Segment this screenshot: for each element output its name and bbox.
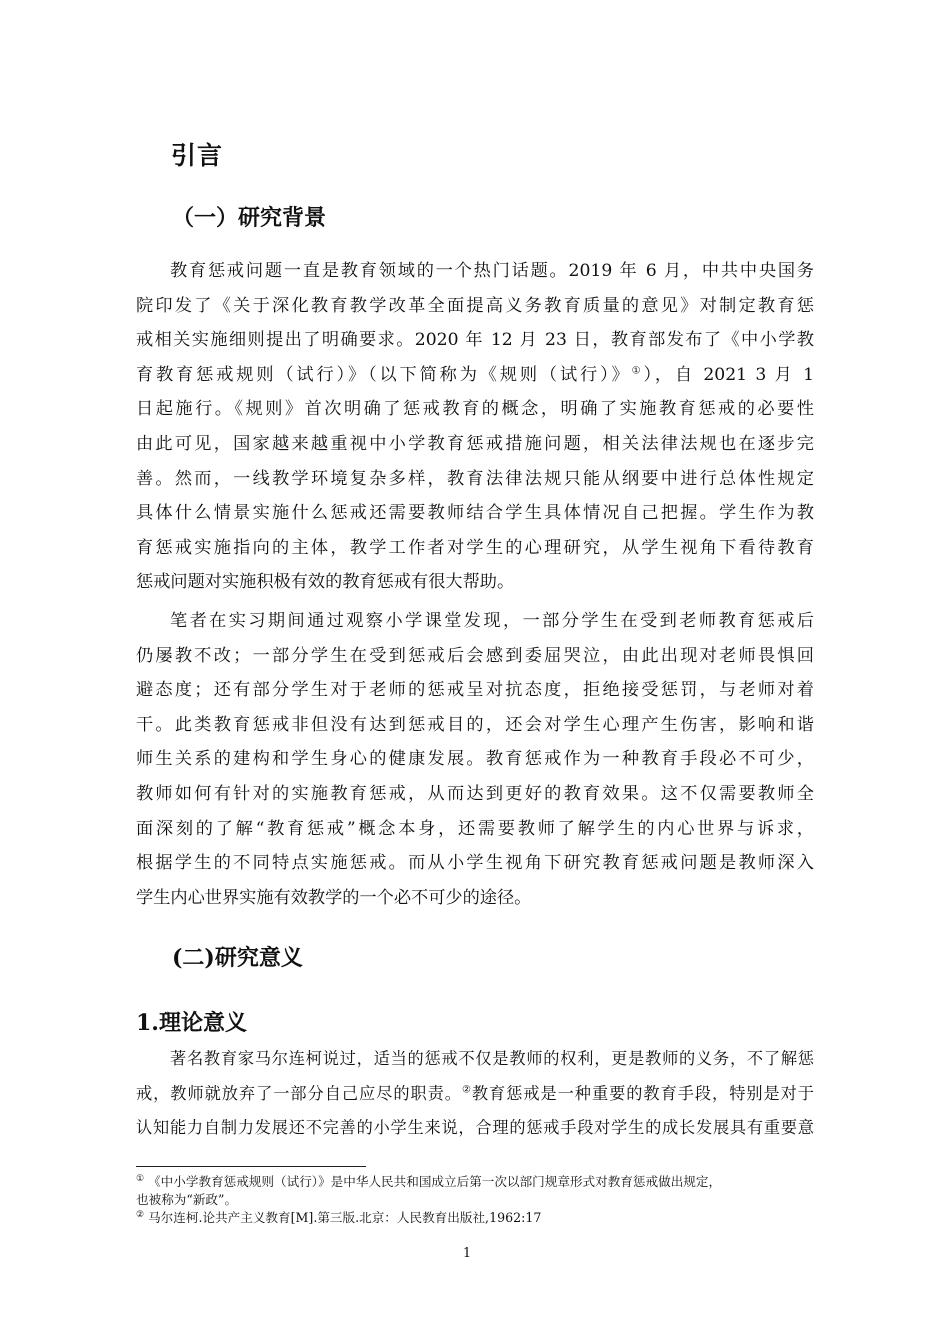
footnote-reference-1[interactable]: ① bbox=[631, 365, 644, 377]
text-fragment: 育教育惩戒规则（试行）》（以下简称为《规则（试行）》 bbox=[136, 364, 632, 385]
text-line: 教育惩戒问题一直是教育领域的一个热门话题。2019 年 6 月，中共中央国务 bbox=[170, 261, 814, 281]
heading-research-significance: (二)研究意义 bbox=[172, 945, 303, 971]
text-line-with-footnote bbox=[136, 358, 814, 393]
page-number bbox=[0, 1245, 950, 1263]
text-line: 仍屡教不改；一部分学生在受到惩戒后会感到委屈哭泣，由此出现对老师畏惧回 bbox=[136, 645, 814, 666]
footnote-line bbox=[136, 1209, 816, 1227]
footnote-text: 马尔连柯.论共产主义教育[M].第三版.北京：人民教育出版社,1962:17 bbox=[148, 1210, 542, 1225]
footnote-2 bbox=[136, 1209, 816, 1227]
text-fragment: ），自 2021 3 月 1 bbox=[643, 364, 815, 385]
text-line: 著名教育家马尔连柯说过，适当的惩戒不仅是教师的权利，更是教师的义务，不了解惩 bbox=[170, 1049, 814, 1068]
text-line: 认知能力自制力发展还不完善的小学生来说，合理的惩戒手段对学生的成长发展具有重要意 bbox=[136, 1118, 814, 1138]
footnote-1 bbox=[136, 1173, 816, 1209]
heading-theoretical-significance: 1.理论意义 bbox=[136, 1010, 247, 1036]
text-line: 惩戒问题对实施积极有效的教育惩戒有很大帮助。 bbox=[136, 572, 515, 593]
page-number-text: 1 bbox=[462, 1246, 472, 1261]
footnote-line bbox=[136, 1173, 816, 1191]
paragraph-theoretical bbox=[136, 1042, 814, 1146]
text-fragment: 教育惩戒是一种重要的教育手段，特别是对于 bbox=[471, 1083, 814, 1103]
text-line: 师生关系的建构和学生身心的健康发展。教育惩戒作为一种教育手段必不可少， bbox=[136, 749, 814, 770]
text-line: 根据学生的不同特点实施惩戒。而从小学生视角下研究教育惩戒问题是教师深入 bbox=[136, 853, 814, 874]
footnote-mark: ② bbox=[136, 1209, 145, 1220]
footnote-divider bbox=[136, 1166, 366, 1167]
text-line: 日起施行。《规则》首次明确了惩戒教育的概念，明确了实施教育惩戒的必要性 bbox=[136, 399, 814, 420]
footnote-text: 《中小学教育惩戒规则（试行）》是中华人民共和国成立后第一次以部门规章形式对教育惩戒做出规定， bbox=[148, 1174, 722, 1189]
heading-intro: 引言 bbox=[171, 141, 224, 170]
text-line: 面深刻的了解“教育惩戒”概念本身，还需要教师了解学生的内心世界与诉求， bbox=[136, 818, 814, 839]
text-line: 避态度；还有部分学生对于老师的惩戒呈对抗态度，拒绝接受惩罚，与老师对着 bbox=[136, 680, 814, 701]
text-line: 善。然而，一线教学环境复杂多样，教育法律法规只能从纲要中进行总体性规定 bbox=[136, 468, 814, 489]
heading-research-background: （一）研究背景 bbox=[172, 205, 327, 231]
text-line: 教师如何有针对的实施教育惩戒，从而达到更好的教育效果。这不仅需要教师全 bbox=[136, 783, 814, 804]
footnote-line: 也被称为“新政”。 bbox=[136, 1192, 238, 1207]
text-line: 戒相关实施细则提出了明确要求。2020 年 12 月 23 日，教育部发布了《中小学教 bbox=[136, 330, 814, 351]
text-line: 干。此类教育惩戒非但没有达到惩戒目的，还会对学生心理产生伤害，影响和谐 bbox=[136, 714, 814, 735]
footnotes bbox=[136, 1173, 816, 1227]
text-line: 由此可见，国家越来越重视中小学教育惩戒措施问题，相关法律法规也在逐步完 bbox=[136, 433, 814, 454]
paragraph-observation bbox=[136, 604, 814, 915]
text-fragment: 戒，教师就放弃了一部分自己应尽的职责。 bbox=[136, 1083, 462, 1103]
text-line: 育惩戒实施指向的主体，教学工作者对学生的心理研究，从学生视角下看待教育 bbox=[136, 537, 814, 558]
text-line-with-footnote bbox=[136, 1077, 814, 1112]
footnote-mark: ① bbox=[136, 1173, 145, 1184]
text-line: 学生内心世界实施有效教学的一个必不可少的途径。 bbox=[136, 887, 532, 908]
paragraph-background bbox=[136, 254, 814, 600]
text-line: 院印发了《关于深化教育教学改革全面提高义务教育质量的意见》对制定教育惩 bbox=[136, 295, 814, 316]
text-line: 具体什么情景实施什么惩戒还需要教师结合学生具体情况自己把握。学生作为教 bbox=[136, 503, 814, 524]
text-line: 笔者在实习期间通过观察小学课堂发现，一部分学生在受到老师教育惩戒后 bbox=[170, 611, 814, 631]
footnote-reference-2[interactable]: ② bbox=[461, 1084, 472, 1096]
